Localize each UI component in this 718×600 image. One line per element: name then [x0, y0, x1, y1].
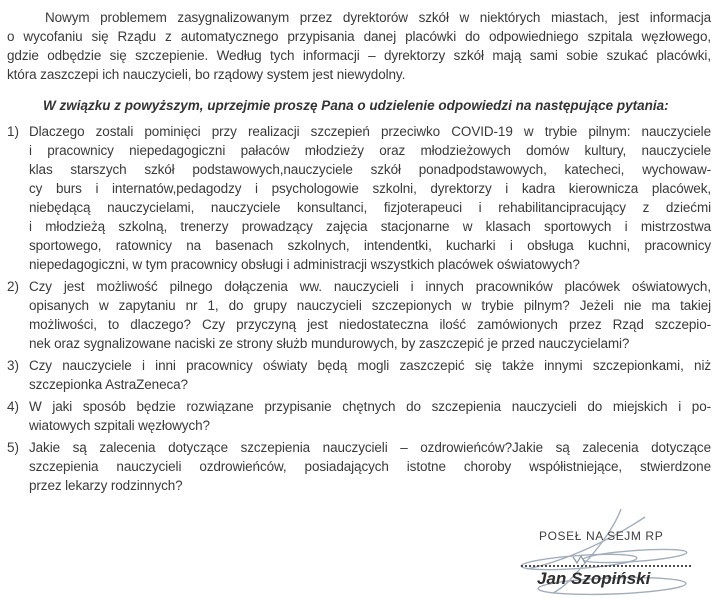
question-item-1: [7, 122, 711, 274]
question-number: 5): [7, 440, 20, 455]
question-item-5: [7, 438, 711, 495]
question-line: sportowego, ratownicy na basenach szkolnych, intendentki, kucharki i obsługa kuchni, pracownicy: [29, 238, 711, 253]
signature-dotted-line: [521, 565, 691, 567]
question-line: niebędącą nauczycielami, nauczyciele konsultanci, fizjoterapeuci i rehabilitancipracujący z dziećmi: [29, 200, 711, 215]
signature-title: POSEŁ NA SEJM RP: [539, 529, 664, 543]
question-line: możliwości, to dlaczego? Czy przyczyną jest niedostateczna ilość zamówionych przez Rząd szczepio-: [29, 317, 711, 332]
question-body: [29, 122, 711, 274]
question-line: wiatowych szpitali węzłowych?: [29, 418, 210, 433]
question-line: niepedagogiczni, w tym pracownicy obsługi i administracji wszystkich placówek oświatowych?: [29, 257, 580, 272]
question-line: przez lekarzy rodzinnych?: [29, 478, 183, 493]
question-line: Czy nauczyciele i inni pracownicy oświaty będą mogli zaszczepić się także innymi szczepionkami, niż: [29, 358, 711, 373]
intro-line: która zaszczepi ich nauczycieli, bo rządowy system jest niewydolny.: [7, 67, 406, 82]
intro-line: o wycofaniu się Rządu z automatycznego przypisania danej placówki do odpowiedniego szpitala węzłowego,: [7, 29, 711, 44]
question-number: 3): [7, 358, 20, 373]
question-line: Czy jest możliwość pilnego dołączenia ww. nauczycieli i innych pracowników placówek oświatowych,: [29, 279, 711, 294]
question-body: [29, 356, 711, 394]
question-line: klas starszych szkół podstawowych,nauczyciele szkół ponadpodstawowych, katecheci, wychowaw-: [29, 162, 711, 177]
question-line: szczepienia nauczycieli ozdrowieńców, posiadających istotne choroby współistniejące, stwierdzone: [29, 459, 711, 474]
request-heading: W związku z powyższym, uprzejmie proszę Pana o udzielenie odpowiedzi na następujące pytania:: [43, 98, 669, 113]
signature-name: Jan Szopiński: [537, 569, 651, 588]
question-body: [29, 397, 711, 435]
question-line: opisanych w zapytaniu nr 1, do grupy nauczycieli szczepionych w trybie pilnym? Jeżeli nie ma takiej: [29, 298, 711, 313]
question-line: nek oraz sygnalizowane naciski ze strony służb mundurowych, by zaszczepić je przed nauczycielami?: [29, 336, 630, 351]
question-item-3: [7, 356, 711, 394]
question-line: szczepionka AstraZeneca?: [29, 377, 188, 392]
question-line: i pracownicy niepedagogiczni pałaców młodzieży oraz młodzieżowych domów kultury, nauczyciele: [29, 143, 711, 158]
question-body: [29, 438, 711, 495]
question-line: cy burs i internatów,pedagodzy i psychologowie szkolni, dyrektorzy i kadra kierownicza placówek,: [29, 181, 711, 196]
question-number: 2): [7, 279, 20, 294]
intro-line: Nowym problemem zasygnalizowanym przez dyrektorów szkół w niektórych miastach, jest informacja: [45, 10, 711, 25]
question-line: i młodzieżą szkolną, trenerzy prowadzący zajęcia stacjonarne w klasach sportowych i mistrzostwa: [29, 219, 711, 234]
intro-paragraph: [7, 8, 711, 84]
question-line: Dlaczego zostali pominięci przy realizacji szczepień przeciwko COVID-19 w trybie pilnym: nauczyciele: [29, 124, 711, 139]
signature-block: [517, 523, 703, 595]
question-list: [7, 122, 711, 495]
question-item-2: [7, 277, 711, 353]
intro-line: gdzie odbędzie się szczepienie. Według tych informacji – dyrektorzy szkół mają sami sobie szukać placówki,: [7, 48, 711, 63]
question-body: [29, 277, 711, 353]
question-line: W jaki sposób będzie rozwiązane przypisanie chętnych do szczepienia nauczycieli do miejskich i po-: [29, 399, 711, 414]
question-number: 4): [7, 399, 20, 414]
question-line: Jakie są zalecenia dotyczące szczepienia nauczycieli – ozdrowieńców?Jakie są zalecenia dotyczące: [29, 440, 711, 455]
question-item-4: [7, 397, 711, 435]
question-number: 1): [7, 124, 20, 139]
